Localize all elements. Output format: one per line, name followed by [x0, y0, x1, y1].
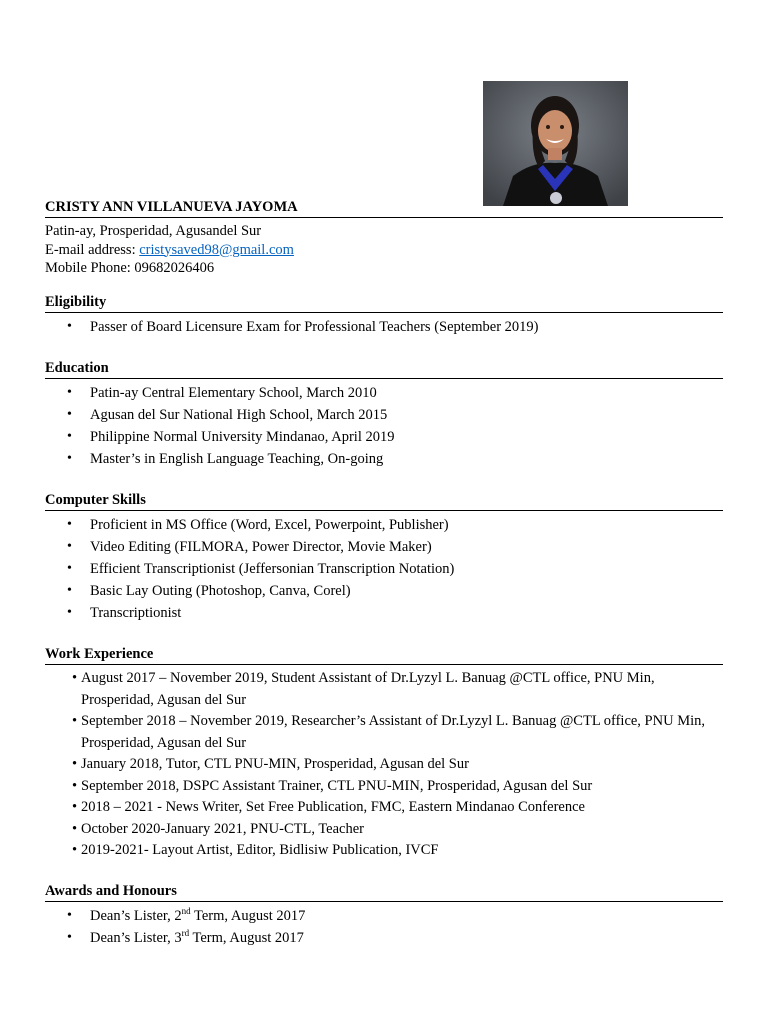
list-item: • Passer of Board Licensure Exam for Professional Teachers (September 2019) — [45, 316, 723, 338]
education-section — [45, 359, 723, 470]
list-item — [45, 668, 723, 711]
bullet-icon: • — [72, 756, 78, 772]
superscript: rd — [181, 928, 190, 939]
contact-block — [45, 222, 294, 278]
awards-section — [45, 882, 723, 949]
list-item — [45, 819, 723, 841]
list-item: • Basic Lay Outing (Photoshop, Canva, Corel) — [45, 580, 723, 602]
list-item: • Video Editing (FILMORA, Power Director, Movie Maker) — [45, 536, 723, 558]
list-item — [45, 754, 723, 776]
eligibility-section — [45, 293, 723, 338]
item-text: October 2020-January 2021, PNU-CTL, Teacher — [81, 820, 364, 837]
list-item — [45, 905, 723, 927]
superscript: nd — [181, 906, 191, 917]
list-item — [45, 927, 723, 949]
skills-section — [45, 491, 723, 624]
item-text: Dean’s Lister, 3 — [90, 930, 182, 946]
phone-line — [45, 259, 294, 278]
list-item: • Master’s in English Language Teaching, On-going — [45, 448, 723, 470]
address: Patin-ay, Prosperidad, Agusandel Sur — [45, 223, 262, 239]
section-title: Awards and Honours — [45, 882, 723, 902]
item-text: Term, August 2017 — [190, 908, 306, 924]
list-item: • Transcriptionist — [45, 602, 723, 624]
section-title: Work Experience — [45, 645, 723, 665]
section-title: Education — [45, 359, 723, 379]
profile-photo — [483, 81, 628, 206]
email-link[interactable]: cristysaved98@gmail.com — [139, 241, 294, 258]
item-text: September 2018 – November 2019, Researcher’s Assistant of Dr.Lyzyl L. Banuag @CTL office, PNU Min, Prosperidad, Agusan del Sur — [81, 713, 705, 751]
bullet-icon: • — [72, 777, 78, 794]
bullet-icon: • — [72, 842, 78, 858]
email-label: E-mail address: — [45, 241, 140, 258]
applicant-name: CRISTY ANN VILLANUEVA JAYOMA — [45, 199, 298, 215]
work-section — [45, 645, 723, 862]
phone-number: 09682026406 — [134, 260, 215, 276]
bullet-icon: • — [72, 713, 78, 729]
item-text: September 2018, DSPC Assistant Trainer, CTL PNU-MIN, Prosperidad, Agusan del Sur — [81, 777, 593, 794]
phone-label: Mobile Phone: — [45, 260, 135, 276]
list-item: • Agusan del Sur National High School, March 2015 — [45, 404, 723, 426]
list-item — [45, 797, 723, 819]
list-item — [45, 711, 723, 754]
bullet-icon: • — [72, 670, 78, 686]
item-text: January 2018, Tutor, CTL PNU-MIN, Prosperidad, Agusan del Sur — [81, 756, 469, 772]
list-item: • Efficient Transcriptionist (Jeffersonian Transcription Notation) — [45, 558, 723, 580]
email-line — [45, 241, 294, 260]
item-text: Term, August 2017 — [189, 930, 304, 946]
list-item — [45, 776, 723, 798]
name-header — [45, 199, 723, 218]
bullet-icon: • — [72, 799, 78, 815]
list-item: • Patin-ay Central Elementary School, March 2010 — [45, 382, 723, 404]
bullet-icon: • — [72, 820, 78, 837]
list-item — [45, 840, 723, 862]
item-text: Dean’s Lister, 2 — [90, 908, 182, 924]
section-title: Computer Skills — [45, 491, 723, 511]
list-item: • Philippine Normal University Mindanao, April 2019 — [45, 426, 723, 448]
list-item: • Proficient in MS Office (Word, Excel, Powerpoint, Publisher) — [45, 514, 723, 536]
item-text: August 2017 – November 2019, Student Assistant of Dr.Lyzyl L. Banuag @CTL office, PNU Min, Prosperidad, Agusan del Sur — [81, 670, 655, 708]
item-text: 2018 – 2021 - News Writer, Set Free Publication, FMC, Eastern Mindanao Conference — [81, 799, 585, 815]
item-text: 2019-2021- Layout Artist, Editor, Bidlisiw Publication, IVCF — [81, 842, 439, 858]
section-title: Eligibility — [45, 293, 723, 313]
